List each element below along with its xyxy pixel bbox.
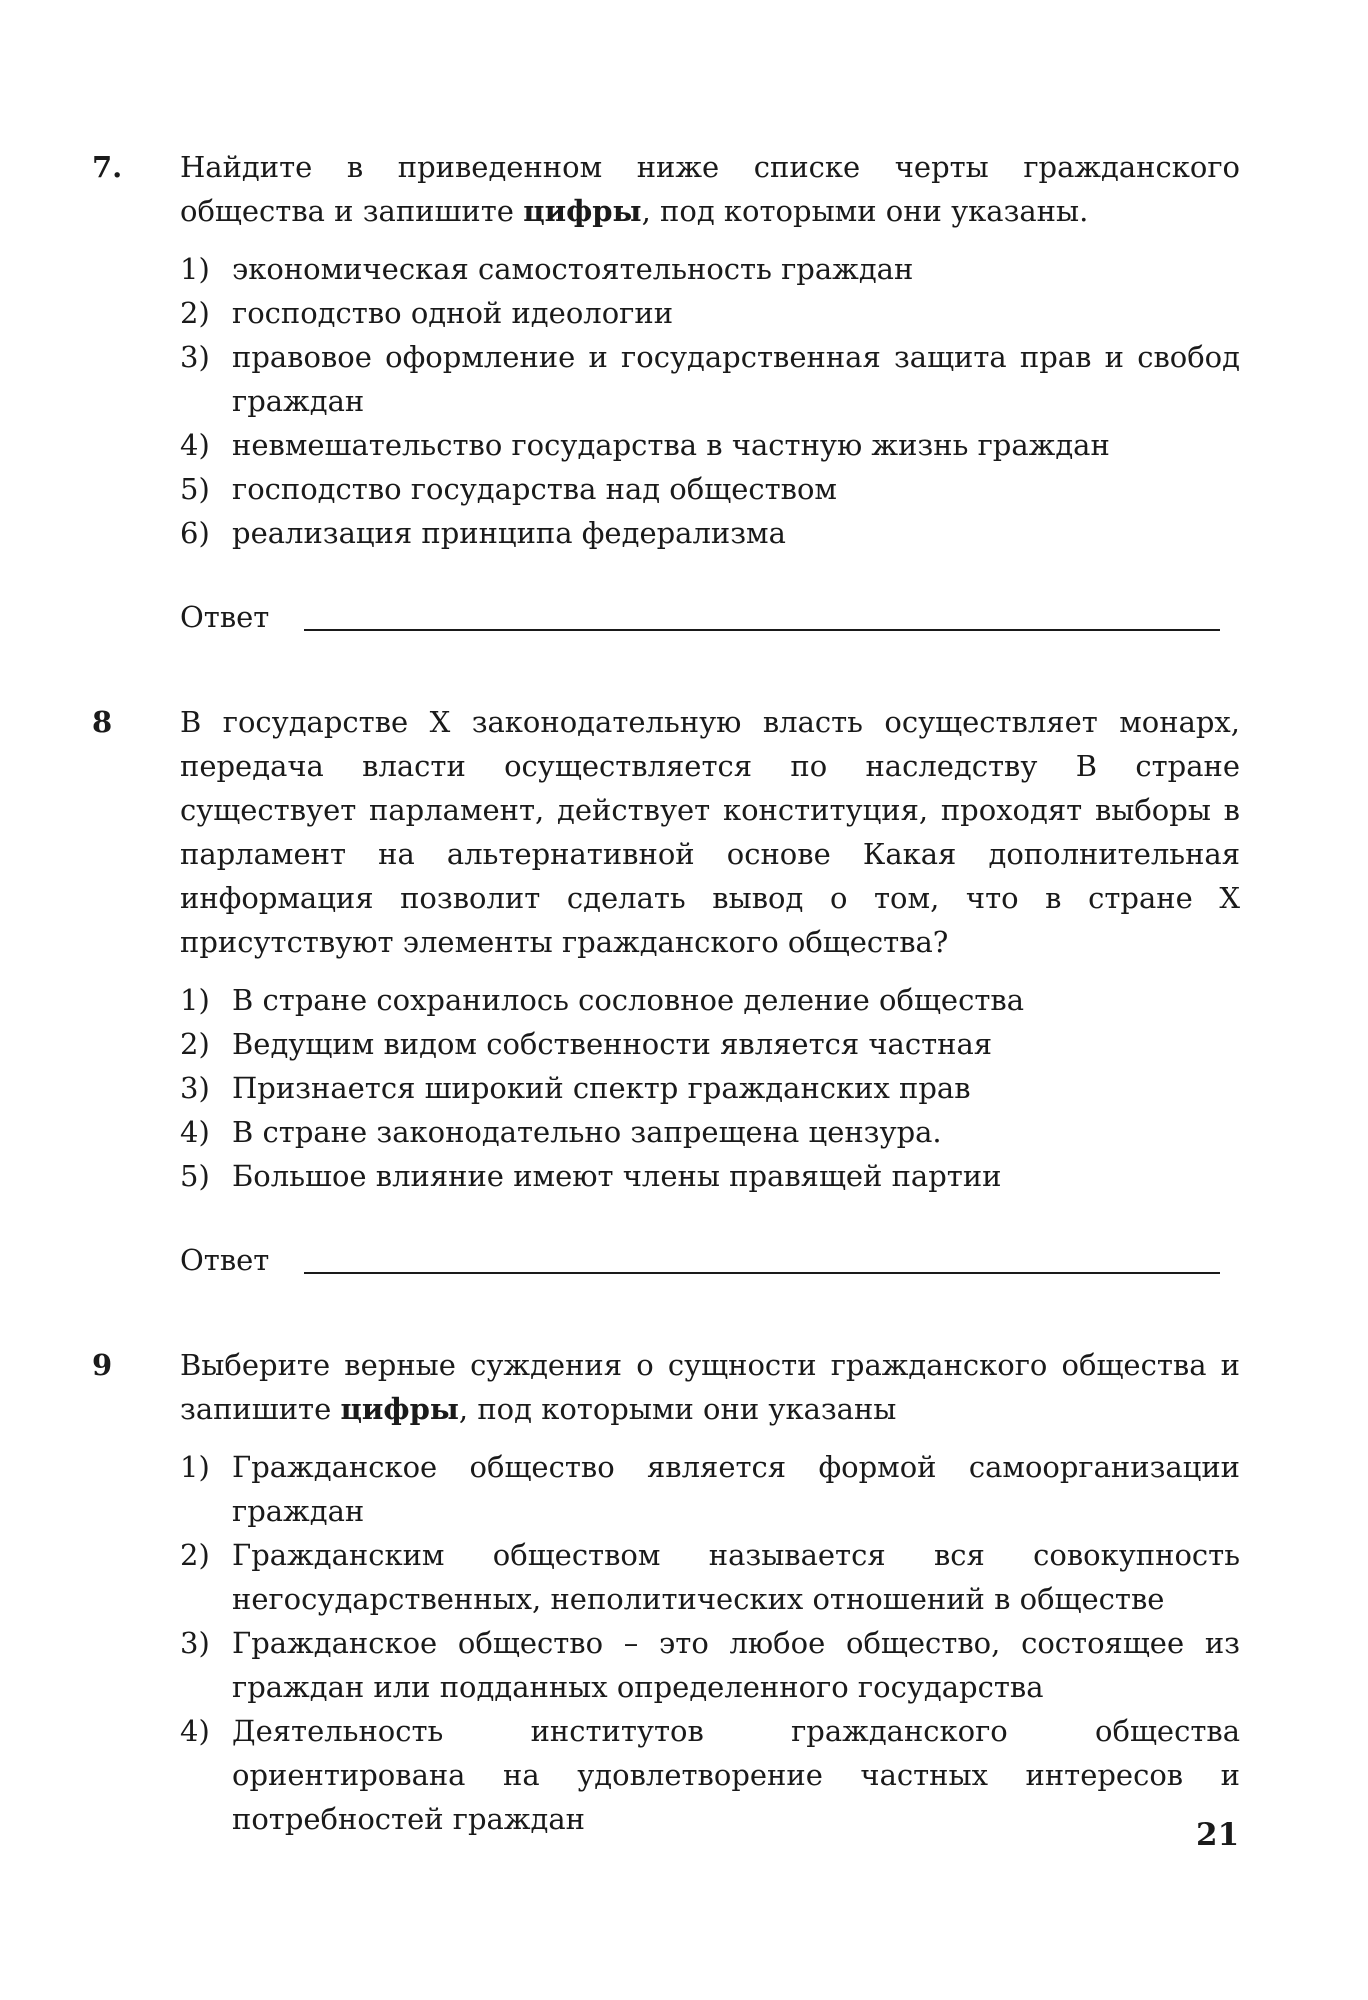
option-number: 2) <box>180 1538 210 1572</box>
option-text: правовое оформление и государственная защита прав и свобод граждан <box>232 340 1240 418</box>
option-text: Ведущим видом собственности является частная <box>232 1027 993 1061</box>
option-item <box>180 511 1240 555</box>
option-text: невмешательство государства в частную жизнь граждан <box>232 428 1110 462</box>
option-text: Гражданское общество – это любое общество, состоящее из граждан или подданных определенного государства <box>232 1626 1240 1704</box>
task-number: 9 <box>92 1348 113 1382</box>
option-number: 5) <box>180 472 210 506</box>
option-item <box>180 1621 1240 1709</box>
option-text: реализация принципа федерализма <box>232 516 786 550</box>
option-item <box>180 1445 1240 1533</box>
option-list <box>180 1445 1240 1841</box>
task-9 <box>92 1343 1242 1841</box>
option-number: 1) <box>180 983 210 1017</box>
option-number: 2) <box>180 296 210 330</box>
option-text: Деятельность институтов гражданского общества ориентирована на удовлетворение частных интересов и потребностей граждан <box>232 1714 1240 1836</box>
option-text: господство одной идеологии <box>232 296 674 330</box>
stem-text: , под которыми они указаны <box>458 1392 897 1426</box>
option-item <box>180 1709 1240 1841</box>
task-8 <box>92 700 1242 1282</box>
option-item <box>180 1022 1240 1066</box>
option-text: экономическая самостоятельность граждан <box>232 252 914 286</box>
option-item <box>180 1110 1240 1154</box>
option-item <box>180 1154 1240 1198</box>
task-number: 7. <box>92 150 123 184</box>
option-number: 2) <box>180 1027 210 1061</box>
option-text: Признается широкий спектр гражданских прав <box>232 1071 971 1105</box>
option-item <box>180 247 1240 291</box>
option-text: В стране сохранилось сословное деление общества <box>232 983 1024 1017</box>
stem-text: Выберите верные суждения о сущности гражданского общества и запишите <box>180 1348 1240 1426</box>
option-text: В стране законодательно запрещена цензура. <box>232 1115 942 1149</box>
task-body <box>180 145 1240 639</box>
option-item <box>180 423 1240 467</box>
option-list <box>180 247 1240 555</box>
task-stem <box>180 145 1240 233</box>
option-text: Гражданское общество является формой самоорганизации граждан <box>232 1450 1240 1528</box>
answer-row <box>180 1238 1240 1282</box>
stem-text: , под которыми они указаны. <box>641 194 1089 228</box>
option-text: Большое влияние имеют члены правящей партии <box>232 1159 1002 1193</box>
option-item <box>180 1066 1240 1110</box>
option-item <box>180 467 1240 511</box>
stem-emphasis: цифры <box>340 1392 459 1426</box>
option-number: 4) <box>180 428 210 462</box>
task-7 <box>92 145 1242 639</box>
answer-row <box>180 595 1240 639</box>
option-number: 4) <box>180 1115 210 1149</box>
task-body <box>180 1343 1240 1841</box>
option-number: 5) <box>180 1159 210 1193</box>
option-list <box>180 978 1240 1198</box>
task-stem <box>180 1343 1240 1431</box>
answer-label: Ответ <box>180 1243 270 1277</box>
answer-line[interactable] <box>304 597 1220 631</box>
option-number: 6) <box>180 516 210 550</box>
option-number: 3) <box>180 1071 210 1105</box>
option-number: 1) <box>180 252 210 286</box>
page-number: 21 <box>1196 1817 1240 1853</box>
option-number: 4) <box>180 1714 210 1748</box>
answer-line[interactable] <box>304 1240 1220 1274</box>
option-number: 1) <box>180 1450 210 1484</box>
option-item <box>180 291 1240 335</box>
stem-emphasis: цифры <box>523 194 642 228</box>
answer-label: Ответ <box>180 600 270 634</box>
option-number: 3) <box>180 1626 210 1660</box>
option-text: господство государства над обществом <box>232 472 837 506</box>
option-item <box>180 978 1240 1022</box>
option-text: Гражданским обществом называется вся совокупность негосударственных, неполитических отношений в обществе <box>232 1538 1240 1616</box>
task-stem: В государстве X законодательную власть осуществляет монарх, передача власти осуществляется по наследству В стране существует парламент, действует конституция, проходят выборы в парламент на альтернативной основе Какая дополнительная информация позволит сделать вывод о том, что в стране X присутствуют элементы гражданского общества? <box>180 705 1240 959</box>
task-number: 8 <box>92 705 113 739</box>
option-number: 3) <box>180 340 210 374</box>
stem-text: Найдите в приведенном ниже списке черты гражданского общества и запишите <box>180 150 1240 228</box>
task-body <box>180 700 1240 1282</box>
option-item <box>180 335 1240 423</box>
option-item <box>180 1533 1240 1621</box>
